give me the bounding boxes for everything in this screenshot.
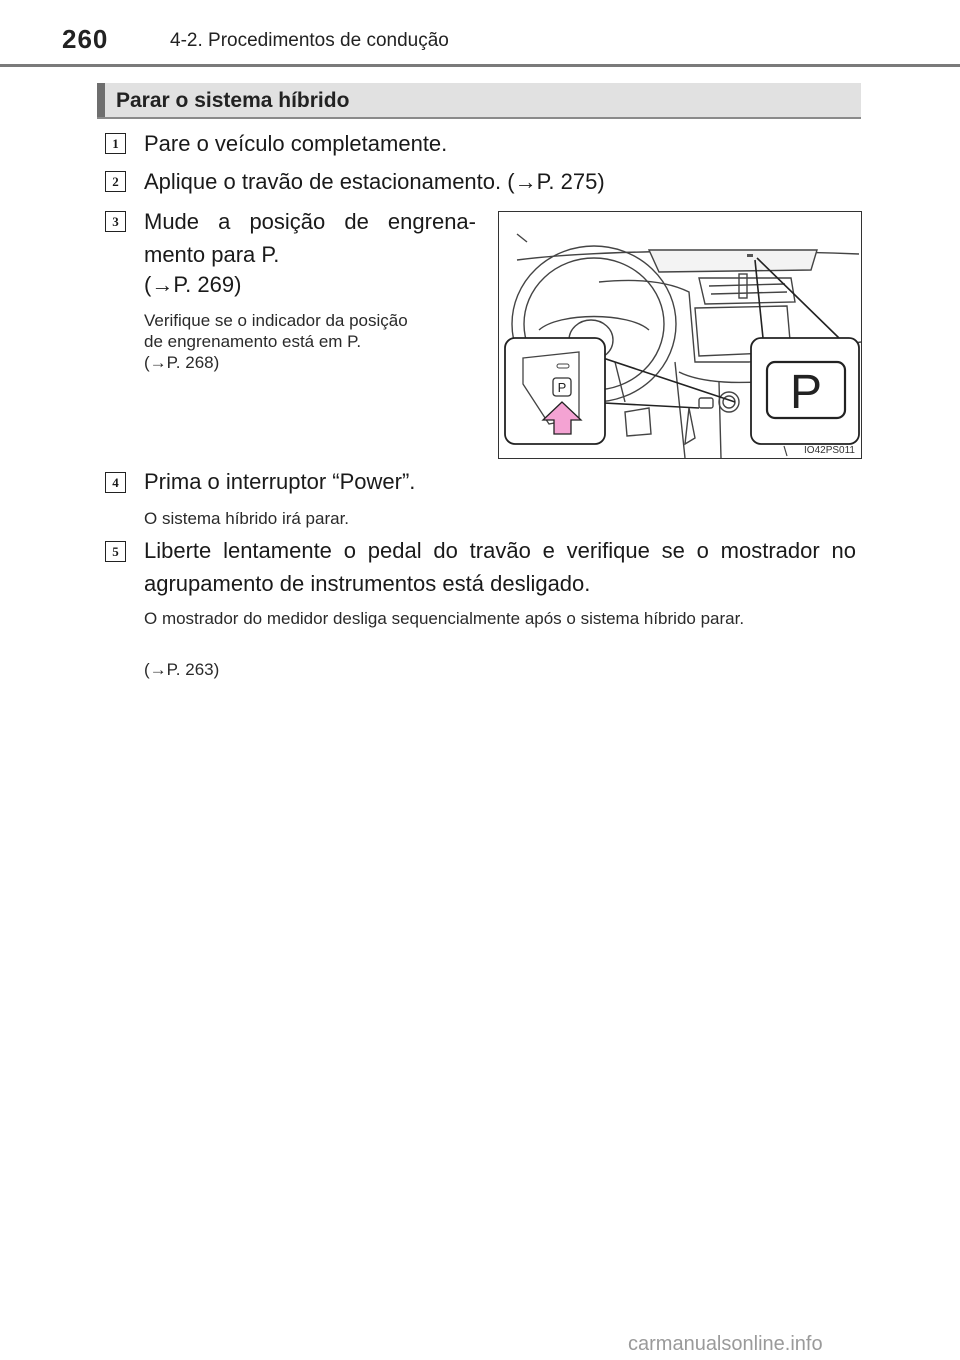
page-header (0, 0, 960, 66)
step-number-4: 4 (105, 472, 126, 493)
step-5-note: O mostrador do medidor desliga sequencialmente após o sistema híbrido parar. (144, 609, 745, 628)
step-3-note-line2: de engrenamento está em P. (144, 332, 362, 351)
step-4-note: O sistema híbrido irá parar. (144, 509, 350, 528)
watermark: carmanualsonline.info (628, 1333, 823, 1355)
section-title-bar (97, 83, 861, 119)
step-number-1: 1 (105, 133, 126, 154)
step-3-note-line3: (→P. 268) (144, 353, 220, 372)
step-5-note-ref: (→P. 263) (144, 660, 220, 679)
step-3-note-line1: Verifique se o indicador da posição (144, 311, 408, 330)
step-5-text: Liberte lentamente o pedal do travão e verifique se o mostrador no agrupamento de instrumentos está desligado. (144, 538, 856, 596)
small-p-label: P (557, 380, 567, 395)
large-p-label: P (789, 366, 823, 419)
step-3-ref: (→P. 269) (144, 272, 242, 297)
step-3-text-line1: Mude a posição de engrena- (144, 209, 476, 234)
step-1-text: Pare o veículo completamente. (144, 131, 448, 156)
section-title: Parar o sistema híbrido (116, 89, 350, 112)
dashboard-illustration (498, 211, 862, 459)
chapter-title: 4-2. Procedimentos de condução (170, 30, 449, 51)
step-number-2: 2 (105, 171, 126, 192)
step-3-text-line2: mento para P. (144, 242, 280, 267)
page-number: 260 (62, 24, 109, 54)
step-2-text: Aplique o travão de estacionamento. (→P. 275) (144, 169, 605, 194)
dashboard-drawing (499, 212, 861, 458)
step-4-text: Prima o interruptor “Power”. (144, 469, 416, 494)
section-accent (97, 83, 105, 117)
header-divider (0, 64, 960, 67)
step-number-5: 5 (105, 541, 126, 562)
illustration-code: IO42PS011 (804, 445, 855, 456)
step-number-3: 3 (105, 211, 126, 232)
